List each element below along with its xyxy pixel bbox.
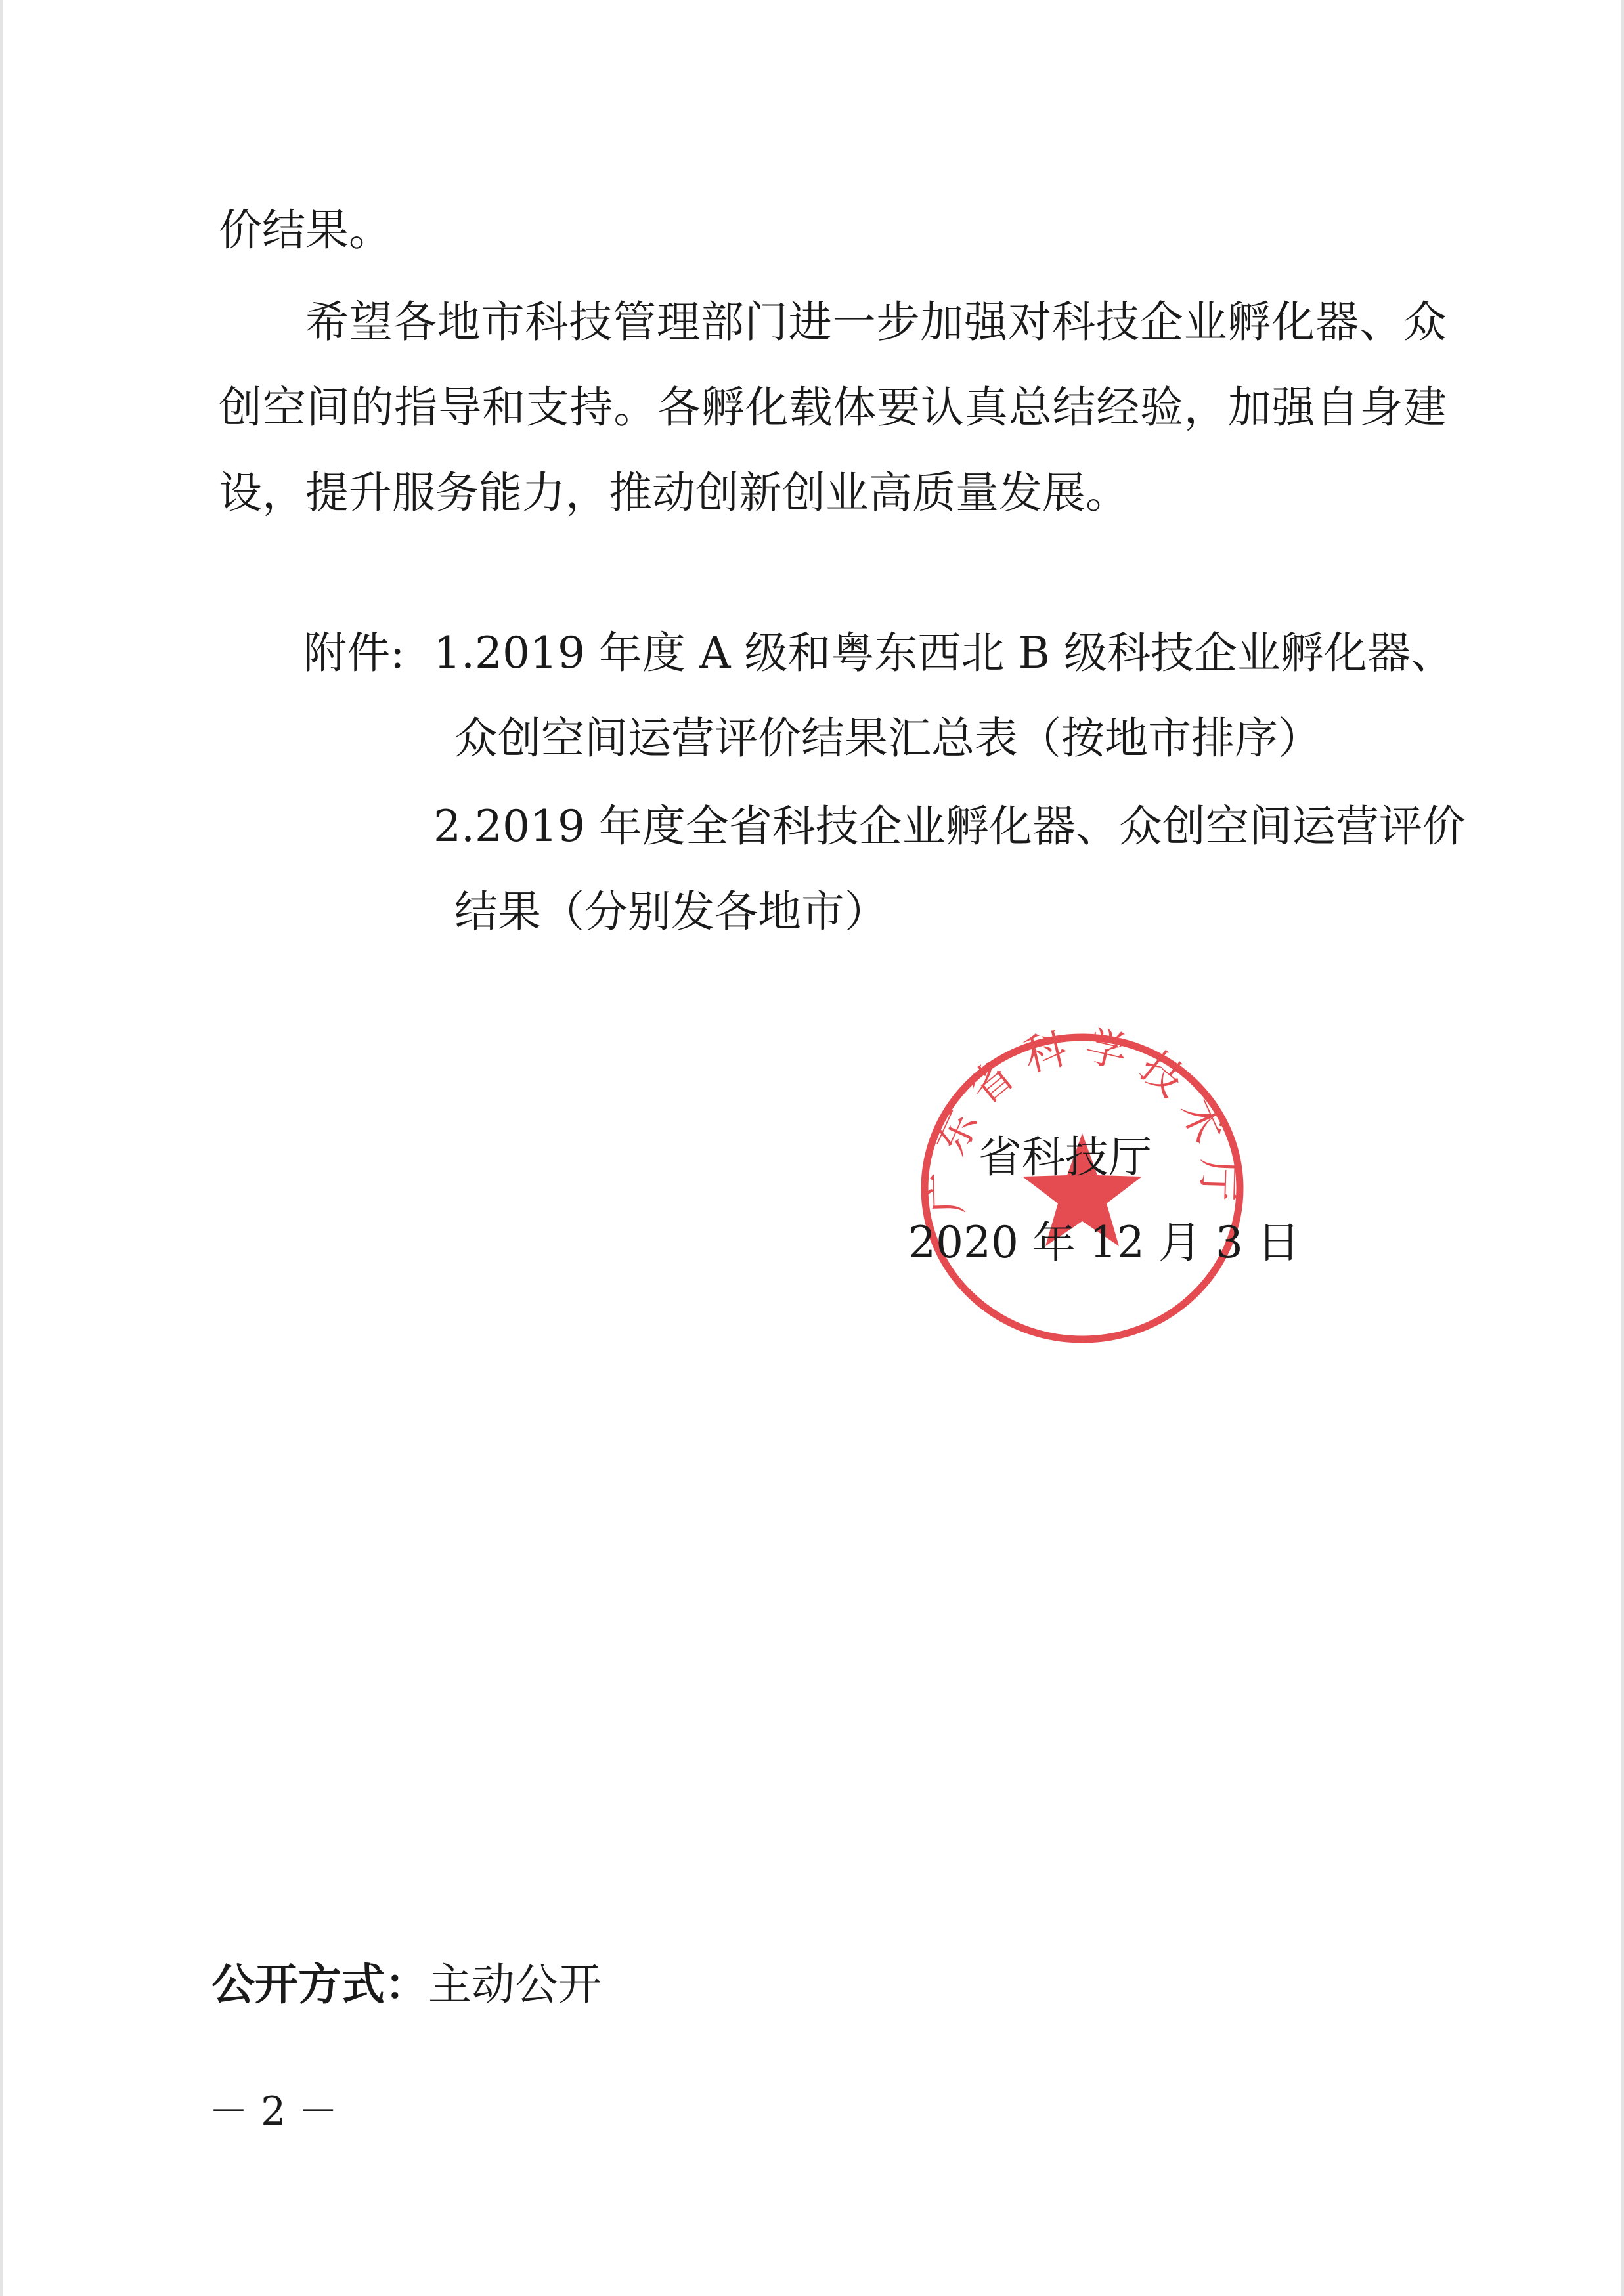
disclosure-line: [211, 1959, 602, 2010]
attachment-2-line-1: 2.2019 年度全省科技企业孵化器、众创空间运营评价: [433, 801, 1466, 852]
body-line-4: 设，提升服务能力，推动创新创业高质量发展。: [219, 467, 1129, 518]
attachment-2-line-2: 结果（分别发各地市）: [454, 886, 888, 937]
disclosure-label: 公开方式：: [211, 1959, 428, 2010]
page-number: － 2 －: [209, 2089, 338, 2134]
body-line-3: 创空间的指导和支持。各孵化载体要认真总结经验，加强自身建: [219, 382, 1447, 433]
seal-text: 广东省科学技术厅: [922, 1022, 1242, 1215]
disclosure-value: 主动公开: [428, 1959, 602, 2010]
page-edge-right: [1621, 0, 1624, 2296]
issue-date: 2020 年 12 月 3 日: [908, 1217, 1300, 1268]
issuer-name: 省科技厅: [978, 1132, 1152, 1182]
attachment-1-line-2: 众创空间运营评价结果汇总表（按地市排序）: [454, 713, 1321, 764]
page-edge-left: [0, 0, 3, 2296]
attachments-label: 附件:: [303, 628, 405, 678]
official-seal-stamp: [905, 1016, 1260, 1358]
body-line-2: 希望各地市科技管理部门进一步加强对科技企业孵化器、众: [305, 297, 1447, 347]
attachment-1-line-1: 1.2019 年度 A 级和粤东西北 B 级科技企业孵化器、: [433, 628, 1454, 678]
body-line-1: 价结果。: [219, 205, 392, 255]
